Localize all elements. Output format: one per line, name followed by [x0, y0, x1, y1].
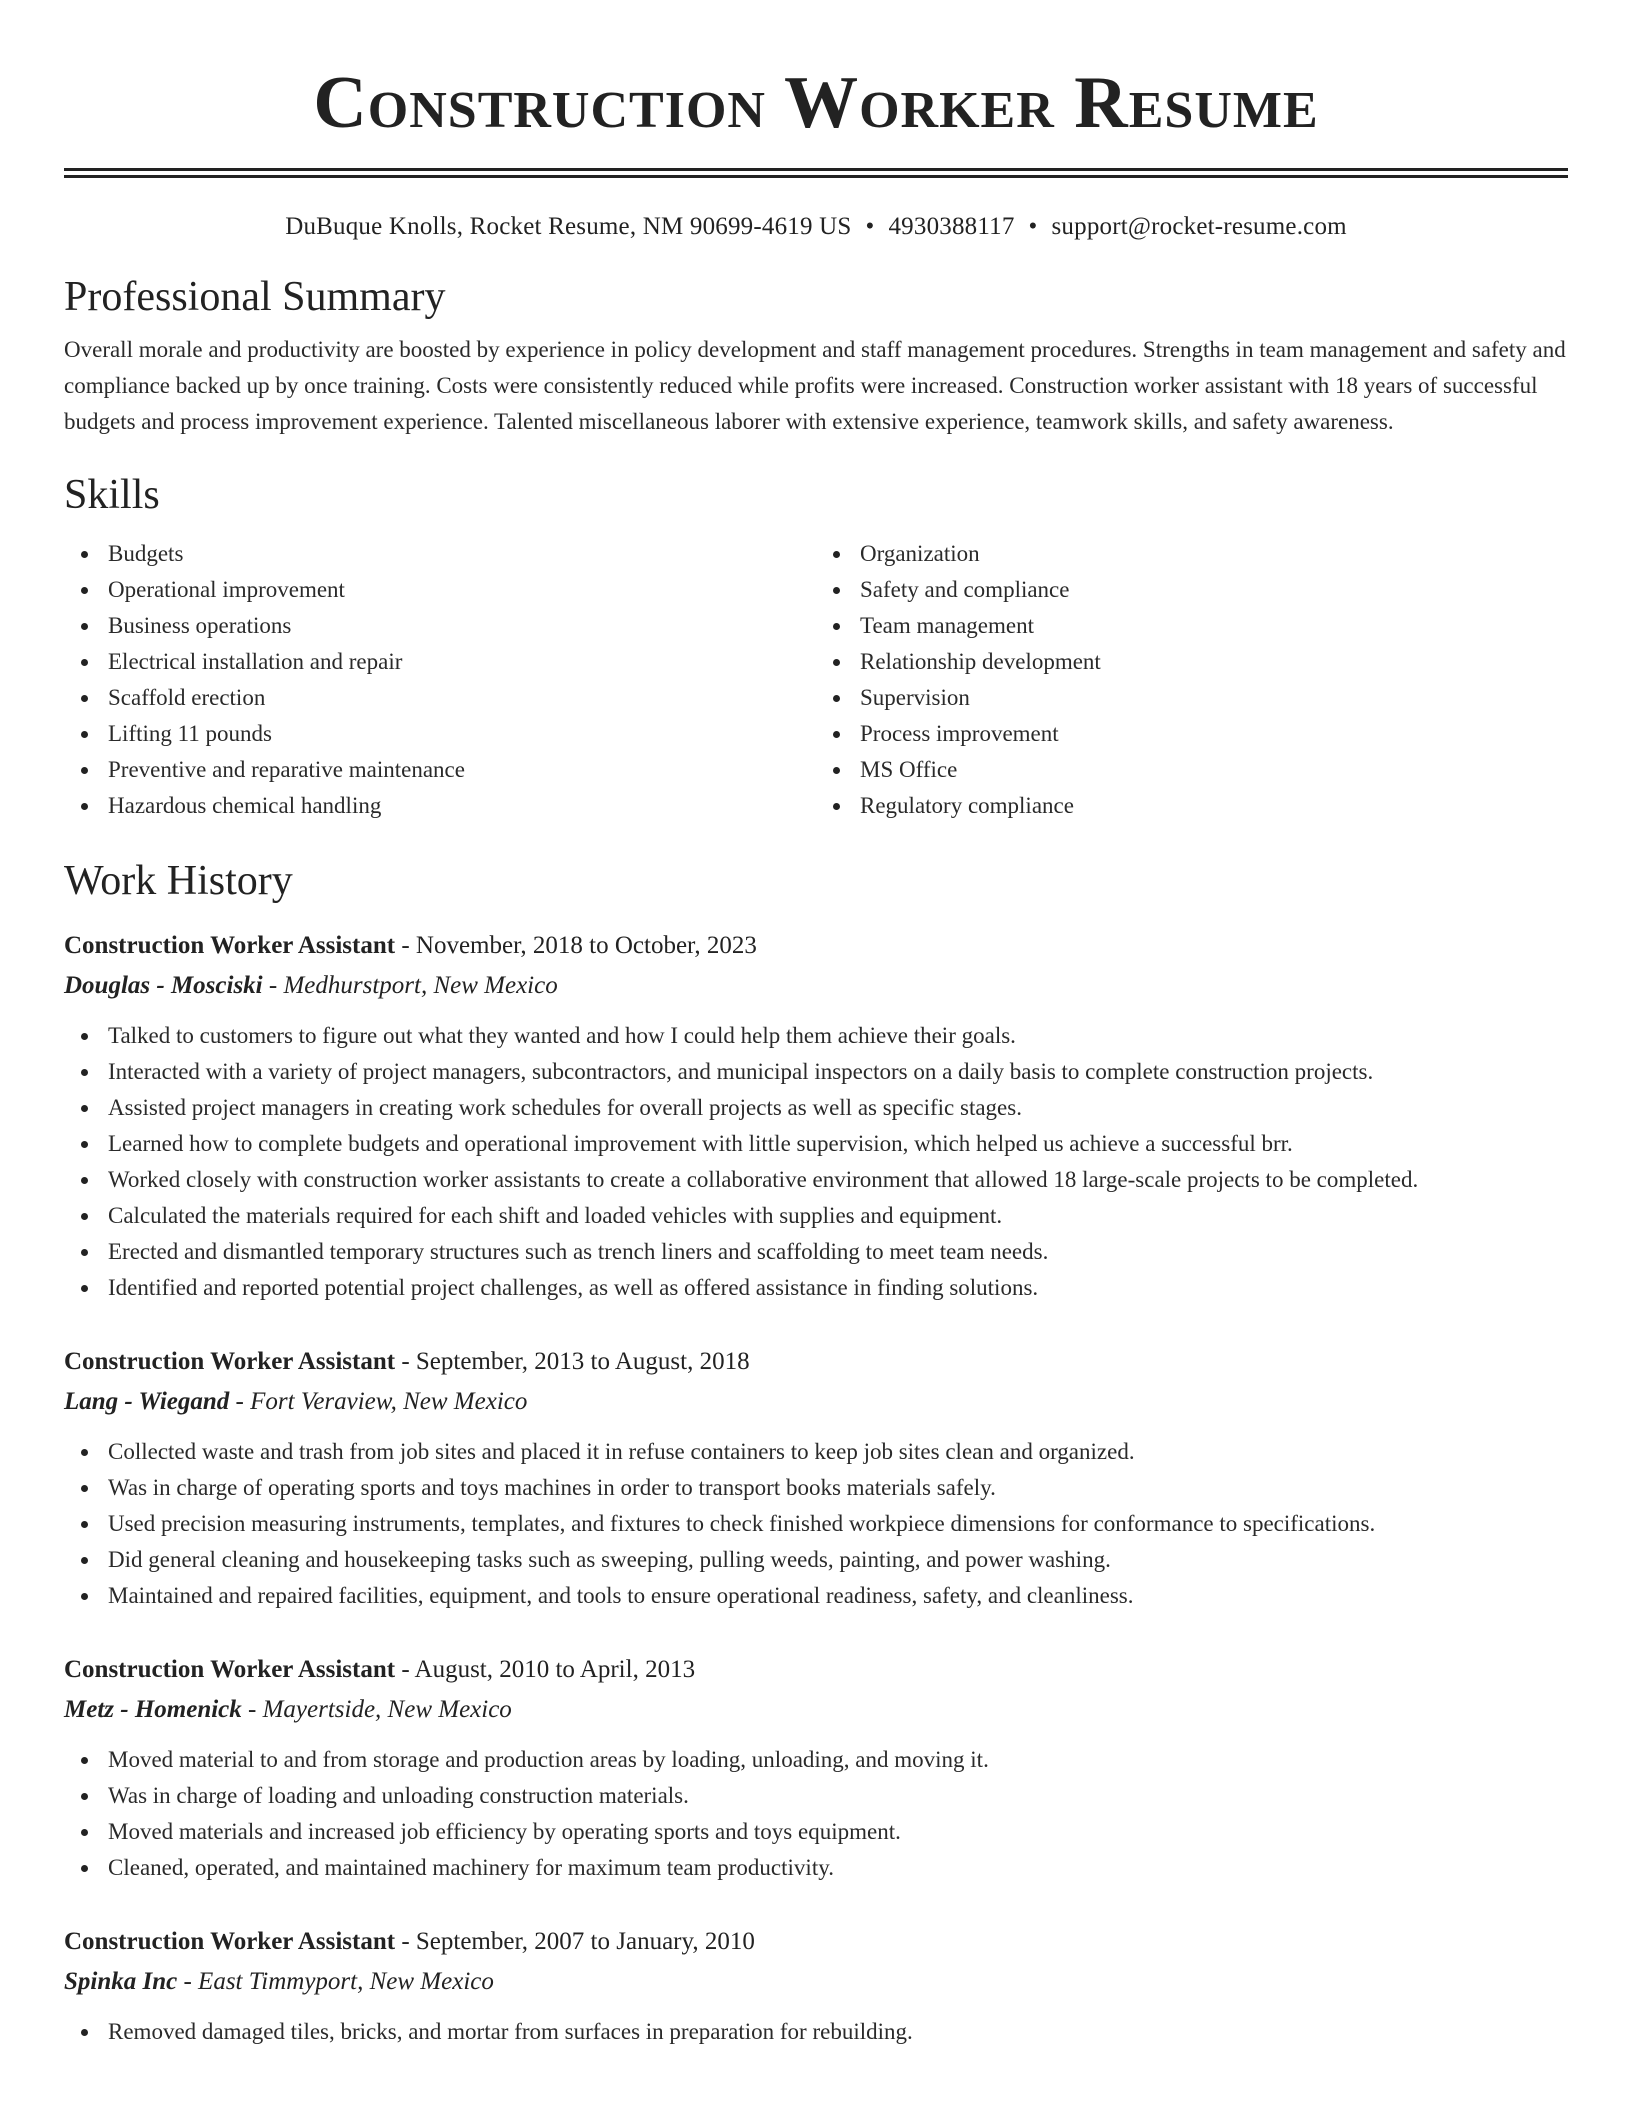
- job-title-line: [64, 1650, 1568, 1690]
- job-bullets: [64, 1018, 1568, 1306]
- job-title-line: [64, 1342, 1568, 1382]
- job-bullets: [64, 2014, 1568, 2050]
- job-dates: - November, 2018 to October, 2023: [395, 932, 757, 959]
- contact-separator: •: [865, 213, 875, 240]
- contact-separator: •: [1028, 213, 1038, 240]
- company-location: - Medhurstport, New Mexico: [262, 972, 558, 999]
- contact-email: support@rocket-resume.com: [1051, 213, 1347, 240]
- job-dates: - August, 2010 to April, 2013: [395, 1656, 696, 1683]
- job-bullet: Worked closely with construction worker assistants to create a collaborative environment that allowed 18 large-scale projects to be completed.: [108, 1162, 1568, 1198]
- job-bullet: Erected and dismantled temporary structures such as trench liners and scaffolding to meet team needs.: [108, 1234, 1568, 1270]
- job-bullet: Assisted project managers in creating work schedules for overall projects as well as specific stages.: [108, 1090, 1568, 1126]
- skill-item: Lifting 11 pounds: [108, 716, 816, 752]
- contact-address: DuBuque Knolls, Rocket Resume, NM 90699-4619 US: [285, 213, 852, 240]
- company-name: Lang - Wiegand: [64, 1388, 230, 1415]
- job-entry: [64, 926, 1568, 1306]
- skill-item: Scaffold erection: [108, 680, 816, 716]
- skill-item: Electrical installation and repair: [108, 644, 816, 680]
- job-bullets: [64, 1434, 1568, 1614]
- job-entry: [64, 1342, 1568, 1614]
- skill-item: Relationship development: [860, 644, 1568, 680]
- job-bullets: [64, 1742, 1568, 1886]
- skill-item: Hazardous chemical handling: [108, 788, 816, 824]
- company-line: [64, 1962, 1568, 2002]
- contact-phone: 4930388117: [888, 213, 1015, 240]
- job-bullet: Collected waste and trash from job sites and placed it in refuse containers to keep job sites clean and organized.: [108, 1434, 1568, 1470]
- skill-item: Safety and compliance: [860, 572, 1568, 608]
- job-bullet: Talked to customers to figure out what they wanted and how I could help them achieve their goals.: [108, 1018, 1568, 1054]
- contact-line: [64, 212, 1568, 242]
- company-location: - Fort Veraview, New Mexico: [229, 1388, 528, 1415]
- job-title: Construction Worker Assistant: [64, 1656, 396, 1683]
- job-bullet: Interacted with a variety of project managers, subcontractors, and municipal inspectors on a daily basis to complete construction projects.: [108, 1054, 1568, 1090]
- job-bullet: Cleaned, operated, and maintained machinery for maximum team productivity.: [108, 1850, 1568, 1886]
- skills-heading: Skills: [64, 472, 160, 518]
- summary-text: Overall morale and productivity are boosted by experience in policy development and staff management procedures. Strengths in team management and safety and compliance backed up by once training. Costs were consistently reduced while profits were increased. Construction worker assistant with 18 years of successful budgets and process improvement experience. Talented miscellaneous laborer with extensive experience, teamwork skills, and safety awareness.: [64, 337, 1566, 434]
- skill-item: Process improvement: [860, 716, 1568, 752]
- skill-item: Budgets: [108, 536, 816, 572]
- job-title: Construction Worker Assistant: [64, 932, 396, 959]
- company-location: - East Timmyport, New Mexico: [177, 1968, 494, 1995]
- job-bullet: Learned how to complete budgets and operational improvement with little supervision, which helped us achieve a successful brr.: [108, 1126, 1568, 1162]
- skill-item: Supervision: [860, 680, 1568, 716]
- job-dates: - September, 2007 to January, 2010: [395, 1928, 755, 1955]
- job-bullet: Removed damaged tiles, bricks, and mortar from surfaces in preparation for rebuilding.: [108, 2014, 1568, 2050]
- job-bullet: Moved materials and increased job efficiency by operating sports and toys equipment.: [108, 1814, 1568, 1850]
- job-bullet: Was in charge of operating sports and toys machines in order to transport books materials safely.: [108, 1470, 1568, 1506]
- work-history-heading: Work History: [64, 858, 293, 904]
- job-bullet: Did general cleaning and housekeeping tasks such as sweeping, pulling weeds, painting, and power washing.: [108, 1542, 1568, 1578]
- skills-list: [64, 536, 1568, 824]
- job-title-line: [64, 1922, 1568, 1962]
- company-line: [64, 966, 1568, 1006]
- skill-item: MS Office: [860, 752, 1568, 788]
- skill-item: Regulatory compliance: [860, 788, 1568, 824]
- skills-column-right: [816, 536, 1568, 824]
- job-entry: [64, 1650, 1568, 1886]
- job-title: Construction Worker Assistant: [64, 1928, 396, 1955]
- job-bullet: Was in charge of loading and unloading construction materials.: [108, 1778, 1568, 1814]
- skill-item: Business operations: [108, 608, 816, 644]
- company-name: Spinka Inc: [64, 1968, 178, 1995]
- skill-item: Operational improvement: [108, 572, 816, 608]
- company-location: - Mayertside, New Mexico: [241, 1696, 512, 1723]
- job-entry: [64, 1922, 1568, 2050]
- company-name: Douglas - Mosciski: [64, 972, 263, 999]
- company-name: Metz - Homenick: [64, 1696, 242, 1723]
- job-bullet: Identified and reported potential project challenges, as well as offered assistance in finding solutions.: [108, 1270, 1568, 1306]
- skill-item: Preventive and reparative maintenance: [108, 752, 816, 788]
- job-bullet: Moved material to and from storage and production areas by loading, unloading, and moving it.: [108, 1742, 1568, 1778]
- job-title: Construction Worker Assistant: [64, 1348, 396, 1375]
- skills-column-left: [64, 536, 816, 824]
- skill-item: Team management: [860, 608, 1568, 644]
- job-title-line: [64, 926, 1568, 966]
- company-line: [64, 1690, 1568, 1730]
- title-divider: [64, 168, 1568, 178]
- skill-item: Organization: [860, 536, 1568, 572]
- job-bullet: Calculated the materials required for each shift and loaded vehicles with supplies and equipment.: [108, 1198, 1568, 1234]
- job-dates: - September, 2013 to August, 2018: [395, 1348, 750, 1375]
- job-bullet: Used precision measuring instruments, templates, and fixtures to check finished workpiece dimensions for conformance to specifications.: [108, 1506, 1568, 1542]
- resume-title: Construction Worker Resume: [313, 62, 1319, 144]
- summary-heading: Professional Summary: [64, 274, 446, 320]
- job-bullet: Maintained and repaired facilities, equipment, and tools to ensure operational readiness, safety, and cleanliness.: [108, 1578, 1568, 1614]
- company-line: [64, 1382, 1568, 1422]
